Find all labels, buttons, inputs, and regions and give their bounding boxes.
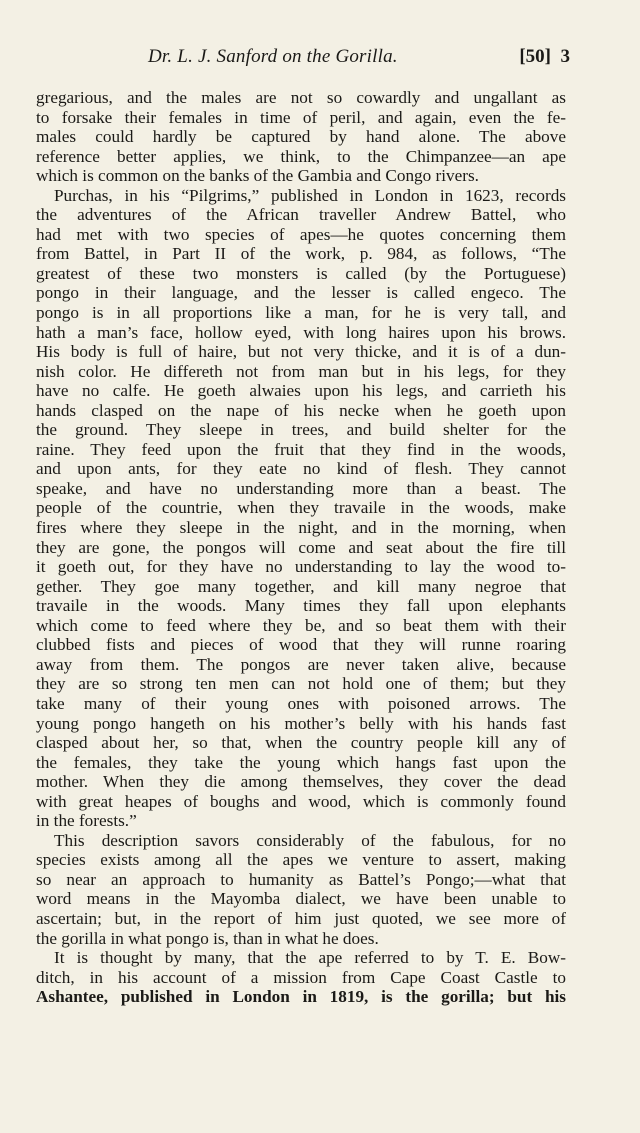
text-line: away from them. The pongos are never taken alive, because	[36, 654, 566, 674]
text-line: pongo is in all proportions like a man, for he is very tall, and	[36, 303, 566, 323]
text-line: pongo in their language, and the lesser is called engeco. The	[36, 283, 566, 303]
text-line: in the forests.”	[36, 811, 137, 831]
text-line: from Battel, in Part II of the work, p. 984, as follows, “The	[36, 244, 566, 264]
text-line: mother. When they die among themselves, they cover the dead	[36, 772, 566, 792]
text-line: gregarious, and the males are not so cowardly and ungallant as	[36, 88, 566, 107]
text-line: gether. They goe many together, and kill many negroe that	[36, 576, 566, 596]
text-line: it goeth out, for they have no understanding to lay the wood to-	[36, 557, 566, 577]
text-line: with great heapes of boughs and wood, which is commonly found	[36, 791, 566, 811]
text-line: Ashantee, published in London in 1819, is the gorilla; but his	[36, 987, 566, 1007]
text-line: Purchas, in his “Pilgrims,” published in London in 1623, records	[54, 185, 566, 205]
text-line: the gorilla in what pongo is, than in what he does.	[36, 928, 379, 948]
text-line: so near an approach to humanity as Battel’s Pongo;—what that	[36, 869, 566, 889]
text-line: species exists among all the apes we venture to assert, making	[36, 850, 566, 870]
text-line: which is common on the banks of the Gambia and Congo rivers.	[36, 166, 479, 186]
text-line: males could hardly be captured by hand alone. The above	[36, 127, 566, 147]
text-line: nish color. He differeth not from man but in his legs, for they	[36, 361, 566, 381]
text-line: speake, and have no understanding more than a beast. The	[36, 478, 566, 498]
text-line: It is thought by many, that the ape referred to by T. E. Bow-	[54, 948, 566, 968]
text-line: ascertain; but, in the report of him just quoted, we see more of	[36, 908, 566, 928]
text-line: raine. They feed upon the fruit that they find in the woods,	[36, 439, 566, 459]
text-line: hands clasped on the nape of his necke when he goeth upon	[36, 400, 566, 420]
text-line: His body is full of haire, but not very thicke, and it is of a dun-	[36, 342, 566, 362]
text-line: word means in the Mayomba dialect, we have been unable to	[36, 889, 566, 909]
text-line: clasped about her, so that, when the country people kill any of	[36, 733, 566, 753]
text-line: have no calfe. He goeth alwaies upon his legs, and carrieth his	[36, 381, 566, 401]
text-line: travaile in the woods. Many times they fall upon elephants	[36, 596, 566, 616]
text-line: greatest of these two monsters is called (by the Portuguese)	[36, 263, 566, 283]
text-line: had met with two species of apes—he quotes concerning them	[36, 224, 566, 244]
text-line: fires where they sleepe in the night, and in the morning, when	[36, 518, 566, 538]
text-line: the adventures of the African traveller Andrew Battel, who	[36, 205, 566, 225]
text-line: they are so strong ten men can not hold one of them; but they	[36, 674, 566, 694]
page-number: [50] 3	[519, 46, 570, 67]
text-line: they are gone, the pongos will come and seat about the fire till	[36, 537, 566, 557]
text-line: hath a man’s face, hollow eyed, with long haires upon his brows.	[36, 322, 566, 342]
text-line: clubbed fists and pieces of wood that they will runne roaring	[36, 635, 566, 655]
text-line: ditch, in his account of a mission from Cape Coast Castle to	[36, 967, 566, 987]
body-text	[36, 88, 566, 1007]
page-header	[36, 44, 570, 70]
text-line: the ground. They sleepe in trees, and build shelter for the	[36, 420, 566, 440]
text-line: young pongo hangeth on his mother’s belly with his hands fast	[36, 713, 566, 733]
text-line: to forsake their females in time of peril, and again, even the fe-	[36, 107, 566, 127]
text-line: This description savors considerably of the fabulous, for no	[54, 830, 566, 850]
text-line: reference better applies, we think, to the Chimpanzee—an ape	[36, 146, 566, 166]
text-line: the females, they take the young which hangs fast upon the	[36, 752, 566, 772]
text-line: people of the countrie, when they travaile in the woods, make	[36, 498, 566, 518]
running-title: Dr. L. J. Sanford on the Gorilla.	[148, 46, 398, 67]
text-line: which come to feed where they be, and so beat them with their	[36, 615, 566, 635]
text-line: take many of their young ones with poisoned arrows. The	[36, 693, 566, 713]
text-line: and upon ants, for they eate no kind of flesh. They cannot	[36, 459, 566, 479]
